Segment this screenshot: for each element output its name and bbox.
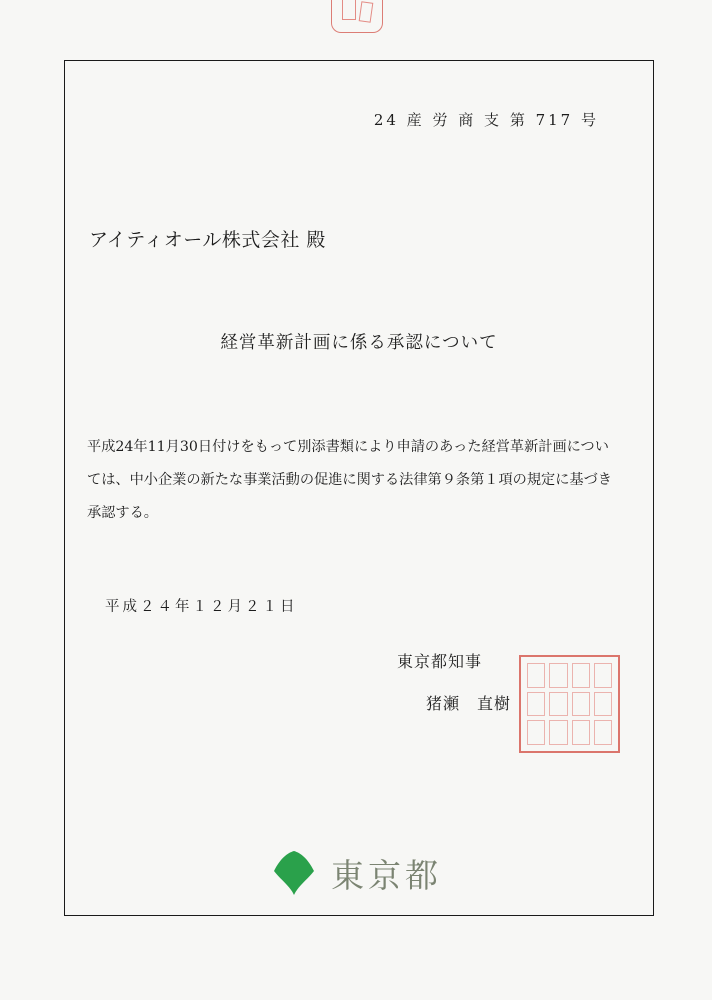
document-frame bbox=[64, 60, 654, 916]
document-number: 24 産 労 商 支 第 717 号 bbox=[373, 111, 599, 129]
issuer-name: 猪瀬 直樹 bbox=[426, 694, 512, 713]
document-subject: 経営革新計画に係る承認について bbox=[220, 333, 498, 353]
recipient: アイティオール株式会社 殿 bbox=[89, 229, 326, 251]
issue-date: 平成２４年１２月２１日 bbox=[105, 599, 298, 615]
issuer-title: 東京都知事 bbox=[397, 652, 483, 671]
ginkgo-leaf-icon bbox=[271, 849, 317, 897]
tokyo-metropolis-logo bbox=[271, 849, 442, 897]
document-body: 平成24年11月30日付けをもって別添書類により申請のあった経営革新計画については、中小企業の新たな事業活動の促進に関する法律第９条第１項の規定に基づき承認する。 bbox=[87, 439, 612, 521]
top-margin-seal bbox=[331, 0, 383, 33]
official-seal-stamp bbox=[519, 655, 620, 753]
logo-text: 東京都 bbox=[331, 855, 442, 895]
